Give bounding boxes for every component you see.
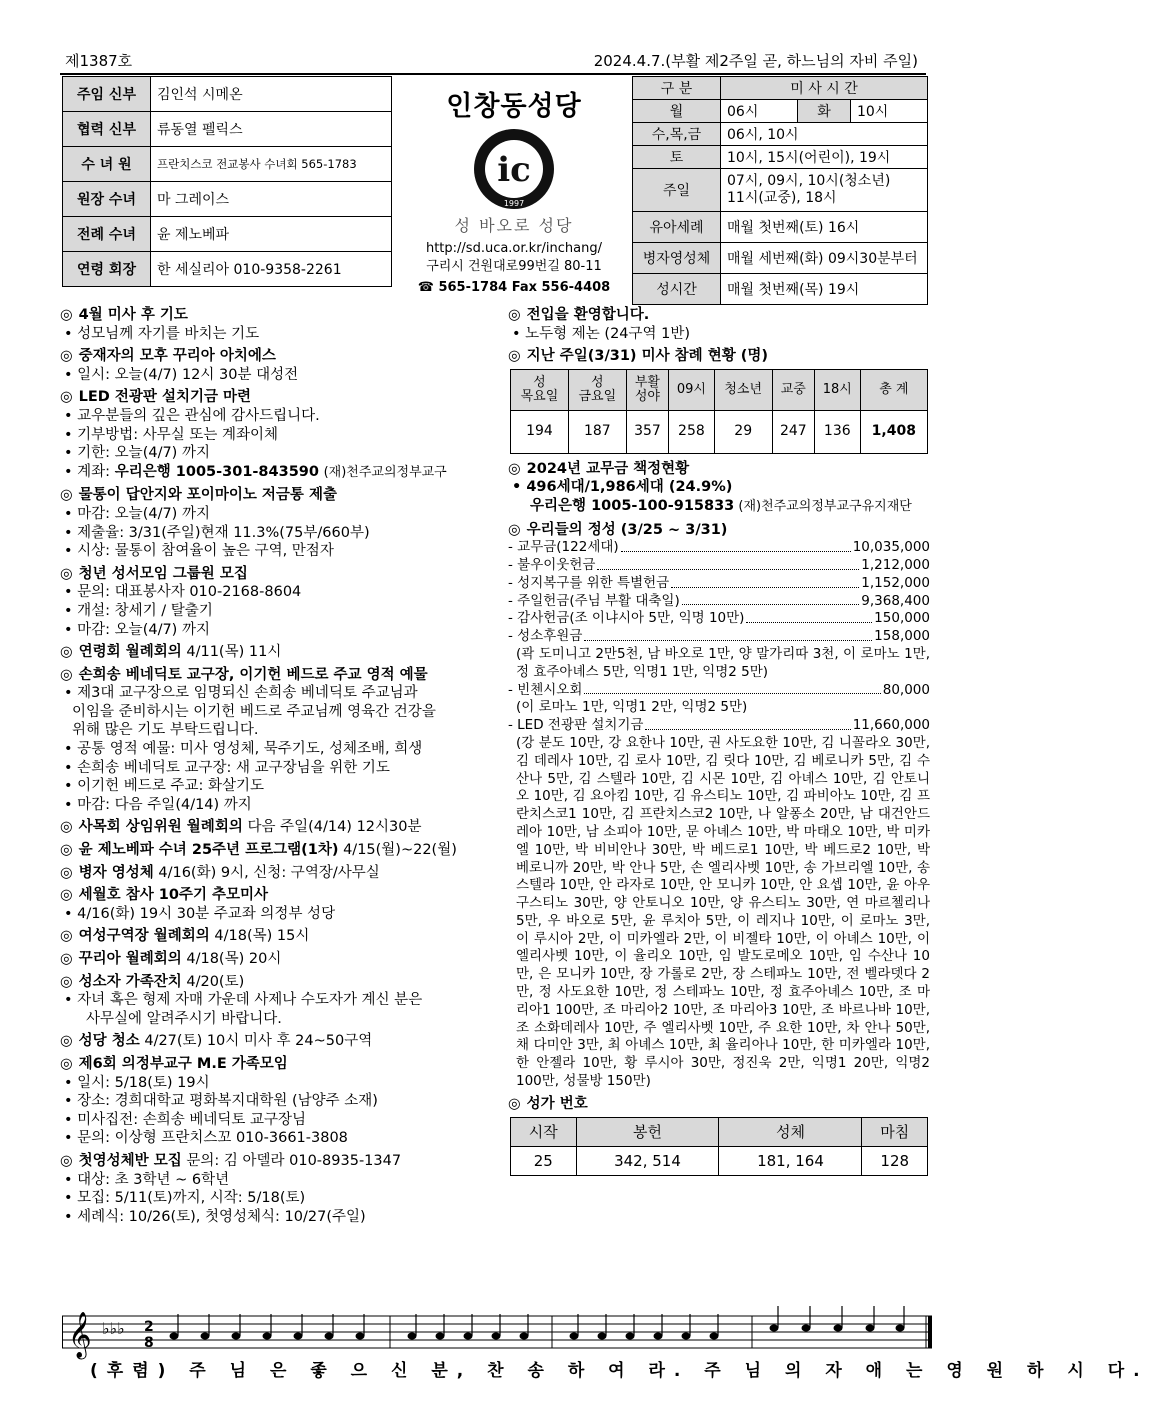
notice-item: • 일시: 오늘(4/7) 12시 30분 대성전 [60, 366, 490, 385]
notice-item: • 공통 영적 예물: 미사 영성체, 묵주기도, 성체조배, 희생 [60, 740, 490, 759]
donation-row [508, 593, 930, 611]
hymn-section [508, 1095, 930, 1177]
donor-list: (곽 도미니고 2만5천, 남 바오로 1만, 양 말가리따 3천, 이 로마노 1만, 정 효주아녜스 5만, 익명1 1만, 익명2 5만) [516, 645, 930, 680]
donor-list: (강 분도 10만, 강 요한나 10만, 권 사도요한 10만, 김 니꼴라오 30만, 김 데레사 10만, 김 로사 10만, 김 릿다 10만, 김 베로니카 5만, 김 수산나 5만, 김 스텔라 10만, 김 시몬 10만, 김 아녜스 10만, 김 안토니오 10만, 김 요아킴 10만, 김 유스티노 10만, 김 파비아노 10만, 김 프란치스코1 10만, 김 프란치스코2 10만, 나 알퐁소 20만, 남 대건안드레아 10만, 남 소피아 10만, 문 아녜스 10만, 박 마태오 10만, 박 미카엘 10만, 박 비비안나 30만, 박 베드로1 10만, 박 베드로2 10만, 박 베로니까 20만, 박 안나 5만, 손 엘리사벳 10만, 송 가브리엘 10만, 송 스텔라 10만, 안 라자로 10만, 안 모니카 10만, 안 요셉 10만, 윤 아우구스티노 30만, 양 안토니오 10만, 양 유스티노 30만, 연 마르첼리나 5만, 우 바오로 5만, 윤 루치아 5만, 이 레지나 10만, 이 로마노 3만, 이 루시아 2만, 이 미카엘라 2만, 이 비젤타 10만, 이 아녜스 10만, 이 엘리사벳 10만, 이 율리오 10만, 임 발도로메오 10만, 임 수산나 10만, 은 모니카 10만, 장 가롤로 2만, 장 스테파노 10만, 전 벨라뎃다 2만, 정 사도요한 10만, 정 스테파노 10만, 정 효주아녜스 10만, 조 마리아1 100만, 조 마리아2 10만, 조 마리아3 10만, 조 바르나바 10만, 조 소화데레사 10만, 주 엘리사벳 10만, 주 요한 10만, 차 안나 50만, 채 다미안 3만, 최 아녜스 10만, 최 율리아나 10만, 한 미카엘라 10만, 한 안젤라 10만, 황 루시아 30만, 정진욱 2만, 익명1 20만, 익명2 100만, 성물방 150만) [516, 734, 930, 1090]
time-signature-bottom: 8 [144, 1335, 154, 1351]
notice-title: 첫영성체반 모집 [78, 1152, 182, 1169]
mass-day: 주일 [633, 169, 721, 212]
mass-time: 10시 [850, 100, 927, 123]
account-holder: (재)천주교의정부교구 [323, 464, 447, 480]
mass-day: 수,목,금 [633, 123, 721, 146]
note-head [626, 1333, 635, 1340]
notice-item: • 세례식: 10/26(토), 첫영성체식: 10/27(주일) [60, 1208, 490, 1227]
donation-row [508, 717, 930, 735]
notice-item: • 모집: 5/11(토)까지, 시작: 5/18(토) [60, 1189, 490, 1208]
hymn-header: 성체 [719, 1118, 862, 1147]
att-header: 성 [591, 374, 604, 390]
notice-title: 연령회 월례회의 [78, 644, 182, 661]
refrain-lyric: (후렴) 주 님 은 좋 으 신 분, 찬 송 하 여 라. 주 님 의 자 애 는 영 원 하 시 다. [90, 1361, 1149, 1381]
notice-item: • 마감: 오늘(4/7) 까지 [60, 505, 490, 524]
notice-section [60, 927, 490, 946]
time-signature-top: 2 [144, 1319, 154, 1335]
att-total: 1,408 [860, 410, 927, 453]
hymn-number: 25 [511, 1147, 577, 1176]
note-head [492, 1333, 501, 1340]
notice-section [60, 1055, 490, 1148]
notice-section [60, 666, 490, 815]
mass-time: 06시 [721, 100, 798, 123]
mass-time: 11시(교중), 18시 [727, 190, 837, 206]
staff-role: 전례 수녀 [63, 217, 151, 252]
donor-list: (이 로마노 1만, 익명1 2만, 익명2 5만) [516, 699, 748, 716]
notice-title: 꾸리아 월례회의 [78, 951, 182, 967]
notice-item: • 문의: 대표봉사자 010-2168-8604 [60, 583, 490, 602]
mass-day: 월 [633, 100, 721, 123]
section-mark: ◎ [60, 644, 73, 661]
left-column [60, 306, 490, 1230]
hymn-table [510, 1117, 928, 1176]
notice-title: 우리들의 정성 (3/25 ~ 3/31) [526, 521, 728, 538]
section-mark: ◎ [508, 521, 521, 538]
notice-title: 중재자의 모후 꾸리아 아치에스 [78, 348, 276, 365]
att-header: 교중 [772, 369, 814, 410]
notice-section [60, 643, 490, 662]
donation-amount: 9,368,400 [861, 592, 930, 609]
mass-time: 매월 첫번째(목) 19시 [721, 274, 928, 305]
notice-title: 2024년 교무금 책정현황 [526, 460, 690, 477]
notice-item: • 대상: 초 3학년 ~ 6학년 [60, 1171, 490, 1190]
staff-name: 류동열 펠릭스 [151, 112, 392, 147]
bulletin-date: 2024.4.7.(부활 제2주일 곧, 하느님의 자비 주일) [593, 52, 918, 70]
donation-row [508, 610, 930, 628]
donation-row [508, 539, 930, 557]
church-info [395, 80, 633, 295]
notice-item: • 문의: 이상형 프란치스꼬 010-3661-3808 [60, 1129, 490, 1148]
account-label: 계좌: [77, 463, 111, 480]
dot-leader [746, 610, 872, 623]
mass-head-time: 미 사 시 간 [721, 77, 928, 100]
notice-detail: 4/15(월)~22(월) [338, 842, 457, 859]
donation-label: - 교무금(122세대) [508, 539, 619, 556]
note-head [770, 1325, 779, 1332]
section-mark: ◎ [60, 1033, 73, 1050]
notice-title: 청년 성서모임 그룹원 모집 [78, 565, 248, 582]
staff-role: 연령 회장 [63, 252, 151, 287]
notice-item: • 미사집전: 손희송 베네딕토 교구장님 [60, 1111, 490, 1130]
mass-schedule-table [632, 76, 928, 305]
mass-day: 화 [797, 100, 850, 123]
dot-leader [584, 682, 880, 695]
notice-title: 물통이 답안지와 포이마이노 저금통 제출 [78, 487, 337, 504]
notice-section [60, 1032, 490, 1051]
notice-title: 사목회 상임위원 월례회의 [78, 819, 243, 836]
donation-row [508, 575, 930, 593]
dot-leader [584, 628, 872, 641]
notice-title: 세월호 참사 10주기 추모미사 [78, 887, 269, 904]
note-head [570, 1333, 579, 1340]
hymn-number: 181, 164 [719, 1147, 862, 1176]
notice-title: 4월 미사 후 기도 [78, 307, 188, 323]
hymn-header: 마침 [862, 1118, 928, 1147]
att-header: 금요일 [578, 388, 617, 404]
dot-leader [682, 593, 860, 606]
mass-time: 10시, 15시(어린이), 19시 [721, 146, 928, 169]
notice-title: 손희송 베네딕토 교구장, 이기헌 베드로 주교 영적 예물 [78, 666, 428, 683]
notice-item: • 자녀 혹은 형제 자매 가운데 사제나 수도자가 계신 분은 [60, 991, 490, 1010]
att-value: 258 [669, 410, 715, 453]
mass-day: 토 [633, 146, 721, 169]
note-head [408, 1333, 417, 1340]
mass-day: 성시간 [633, 274, 721, 305]
note-head [520, 1333, 529, 1340]
staff-role: 원장 수녀 [63, 182, 151, 217]
att-value: 136 [814, 410, 860, 453]
section-mark: ◎ [60, 1152, 73, 1169]
note-head [834, 1325, 843, 1332]
notice-item: • 성모님께 자기를 바치는 기도 [60, 325, 490, 344]
hymn-number: 342, 514 [576, 1147, 719, 1176]
bank-number: 우리은행 1005-100-915833 [530, 497, 735, 514]
section-mark: ◎ [60, 565, 73, 582]
music-staff [62, 1308, 932, 1356]
note-head [710, 1333, 719, 1340]
bank-holder: (재)천주교의정부교구유지재단 [734, 498, 912, 514]
section-mark: ◎ [60, 864, 73, 881]
staff-name: 프란치스코 전교봉사 수녀회 565-1783 [151, 147, 392, 182]
note-head [325, 1333, 334, 1340]
att-value: 187 [568, 410, 626, 453]
section-mark: ◎ [60, 487, 73, 504]
notice-item: • 제출율: 3/31(주일)현재 11.3%(75부/660부) [60, 524, 490, 543]
notice-item: • 마감: 오늘(4/7) 까지 [60, 621, 490, 640]
attendance-table [510, 369, 928, 454]
notice-item: • 이기헌 베드로 주교: 화살기도 [60, 777, 490, 796]
note-group [170, 1306, 905, 1340]
dot-leader [645, 717, 850, 730]
notice-item: • 마감: 다음 주일(4/14) 까지 [60, 796, 490, 815]
account-number: 우리은행 1005-301-843590 [114, 463, 319, 480]
section-mark: ◎ [60, 951, 73, 967]
mass-day: 유아세례 [633, 212, 721, 243]
att-header: 18시 [814, 369, 860, 410]
note-head [356, 1333, 365, 1340]
notice-title: 제6회 의정부교구 M.E 가족모임 [78, 1055, 288, 1072]
dot-leader [671, 575, 859, 588]
attendance-section [508, 347, 930, 454]
notice-title: 윤 제노베파 수녀 25주년 프로그램(1차) [78, 842, 339, 859]
section-mark: ◎ [60, 973, 73, 990]
mass-time: 07시, 09시, 10시(청소년) [727, 173, 891, 189]
notice-item: • 기부방법: 사무실 또는 계좌이체 [60, 426, 490, 445]
mass-time: 매월 첫번째(토) 16시 [721, 212, 928, 243]
notice-section [60, 306, 490, 343]
dot-leader [597, 557, 859, 570]
notice-section [60, 864, 490, 883]
church-name: 인창동성당 [446, 91, 582, 122]
note-head [464, 1333, 473, 1340]
section-mark: ◎ [60, 348, 73, 365]
att-header: 09시 [669, 369, 715, 410]
notice-section [60, 841, 490, 860]
notice-item: • 시상: 물통이 참여율이 높은 구역, 만점자 [60, 542, 490, 561]
section-mark: ◎ [508, 1095, 521, 1112]
notice-item: • 손희송 베네딕토 교구장: 새 교구장님을 위한 기도 [60, 759, 490, 778]
note-head [436, 1333, 445, 1340]
notice-section [60, 486, 490, 560]
donation-label: - 성소후원금 [508, 628, 583, 645]
notice-item [60, 463, 490, 483]
note-head [654, 1333, 663, 1340]
church-url[interactable]: http://sd.uca.or.kr/inchang/ [425, 241, 603, 256]
staff-name: 한 세실리아 010-9358-2261 [151, 252, 392, 287]
notice-detail: 4/20(토) [181, 973, 245, 990]
att-value: 29 [714, 410, 772, 453]
notice-item: • 기한: 오늘(4/7) 까지 [60, 444, 490, 463]
issue-number: 제1387호 [65, 52, 133, 70]
notice-detail: 다음 주일(4/14) 12시30분 [242, 819, 422, 836]
att-value: 247 [772, 410, 814, 453]
section-mark: ◎ [60, 887, 73, 904]
note-head [896, 1325, 905, 1332]
flat-icon: ♭♭♭ [102, 1319, 125, 1338]
donation-amount: 1,152,000 [861, 574, 930, 591]
donation-list [508, 539, 930, 1091]
hymn-number: 128 [862, 1147, 928, 1176]
hymn-header: 시작 [511, 1118, 577, 1147]
notice-item: • 개설: 창세기 / 탈출기 [60, 602, 490, 621]
notice-section [60, 950, 490, 969]
donation-label: - LED 전광판 설치기금 [508, 717, 644, 734]
church-patron: 성 바오로 성당 [454, 216, 574, 235]
section-mark: ◎ [60, 1055, 73, 1072]
staff-table [62, 76, 392, 287]
note-head [294, 1333, 303, 1340]
notice-item: • 일시: 5/18(토) 19시 [60, 1074, 490, 1093]
note-head [866, 1325, 875, 1332]
staff-role: 주임 신부 [63, 77, 151, 112]
donation-amount: 10,035,000 [852, 539, 930, 556]
section-mark: ◎ [60, 666, 73, 683]
notice-item-cont: 위해 많은 기도 부탁드립니다. [72, 722, 259, 739]
donation-label: - 빈첸시오회 [508, 681, 583, 698]
att-header: 목요일 [520, 388, 559, 404]
notice-detail: 4/27(토) 10시 미사 후 24~50구역 [139, 1033, 373, 1050]
notice-detail: 4/18(목) 20시 [181, 951, 282, 967]
donation-label: - 감사헌금(조 이냐시아 5만, 익명 10만) [508, 610, 745, 627]
notice-item: • 장소: 경희대학교 평화복지대학원 (남양주 소재) [60, 1092, 490, 1111]
notice-item-cont: 사무실에 알려주시기 바랍니다. [86, 1010, 282, 1027]
notice-detail: 문의: 김 아델라 010-8935-1347 [181, 1152, 402, 1169]
att-header: 성 [533, 374, 546, 390]
notice-title: 병자 영성체 [78, 864, 154, 881]
notice-detail: 4/18(목) 15시 [209, 928, 310, 945]
treble-clef-icon: 𝄞 [68, 1312, 92, 1358]
church-phone: ☎ 565-1784 Fax 556-4408 [417, 280, 611, 295]
section-mark: ◎ [60, 819, 73, 836]
donation-section [508, 521, 930, 1091]
donation-row [508, 628, 930, 646]
church-logo [472, 127, 556, 211]
donation-amount: 158,000 [874, 628, 930, 645]
notice-item: • 교우분들의 깊은 관심에 감사드립니다. [60, 407, 490, 426]
staff-role: 협력 신부 [63, 112, 151, 147]
staff-name: 김인석 시메온 [151, 77, 392, 112]
donation-row [508, 682, 930, 700]
mass-day: 병자영성체 [633, 243, 721, 274]
notice-section [508, 306, 930, 343]
church-address: 구리시 건원대로99번길 80-11 [426, 259, 602, 274]
att-header: 성야 [634, 388, 660, 404]
donation-amount: 80,000 [882, 681, 930, 698]
notice-item: • 노두형 제논 (24구역 1반) [508, 325, 930, 344]
notice-item-cont: 이임을 준비하시는 이기헌 베드로 주교님께 영육간 건강을 [72, 703, 436, 720]
header-rule [60, 73, 926, 75]
notice-item: • 496세대/1,986세대 (24.9%) [508, 478, 930, 497]
bank-account [508, 497, 930, 517]
att-header: 부활 [634, 374, 660, 390]
section-mark: ◎ [60, 307, 73, 323]
note-head [170, 1333, 179, 1340]
section-mark: ◎ [508, 460, 521, 477]
notice-item: • 제3대 교구장으로 임명되신 손희송 베네딕토 주교님과 [60, 684, 490, 703]
staff-name: 윤 제노베파 [151, 217, 392, 252]
att-header: 청소년 [714, 369, 772, 410]
section-mark: ◎ [60, 842, 73, 859]
notice-section [60, 565, 490, 639]
donation-amount: 1,212,000 [861, 556, 930, 573]
note-head [598, 1333, 607, 1340]
donation-amount: 11,660,000 [852, 717, 930, 734]
notice-detail: 4/16(화) 9시, 신청: 구역장/사무실 [153, 864, 380, 881]
notice-title: 성당 청소 [78, 1033, 140, 1050]
notice-item: • 4/16(화) 19시 30분 주교좌 의정부 성당 [60, 905, 490, 924]
notice-section [60, 818, 490, 837]
notice-title: 여성구역장 월례회의 [78, 928, 210, 945]
att-header: 총 계 [860, 369, 927, 410]
note-head [682, 1333, 691, 1340]
logo-year: 1997 [503, 199, 525, 208]
section-mark: ◎ [60, 928, 73, 945]
mass-time: 06시, 10시 [721, 123, 928, 146]
right-column [508, 306, 930, 1180]
staff-name: 마 그레이스 [151, 182, 392, 217]
notice-section [508, 460, 930, 517]
mass-time: 매월 세번째(화) 09시30분부터 [721, 243, 928, 274]
donation-amount: 150,000 [874, 610, 930, 627]
donation-row [508, 557, 930, 575]
logo-text: ic [497, 150, 531, 190]
notice-title: LED 전광판 설치기금 마련 [78, 389, 252, 406]
section-mark: ◎ [508, 348, 521, 365]
section-mark: ◎ [508, 307, 521, 323]
notice-title: 지난 주일(3/31) 미사 참례 현황 (명) [526, 348, 769, 365]
att-value: 194 [511, 410, 569, 453]
mass-head-label: 구 분 [633, 77, 721, 100]
notice-title: 성소자 가족잔치 [78, 973, 182, 990]
note-head [802, 1325, 811, 1332]
donation-label: - 주일헌금(주님 부활 대축일) [508, 592, 680, 609]
notice-title: 전입을 환영합니다. [526, 307, 650, 323]
hymn-header: 봉헌 [576, 1118, 719, 1147]
notice-title: 성가 번호 [526, 1095, 588, 1112]
notice-section [60, 347, 490, 384]
notice-detail: 4/11(목) 11시 [181, 644, 282, 661]
donation-label: - 불우이웃헌금 [508, 556, 596, 573]
notice-section [60, 1152, 490, 1226]
section-mark: ◎ [60, 389, 73, 406]
att-value: 357 [626, 410, 668, 453]
notice-section [60, 388, 490, 482]
donation-label: - 성지복구를 위한 특별헌금 [508, 574, 670, 591]
note-head [263, 1333, 272, 1340]
note-head [201, 1333, 210, 1340]
note-head [232, 1333, 241, 1340]
notice-section [60, 973, 490, 1029]
dot-leader [621, 539, 851, 552]
notice-section [60, 886, 490, 923]
staff-role: 수 녀 원 [63, 147, 151, 182]
